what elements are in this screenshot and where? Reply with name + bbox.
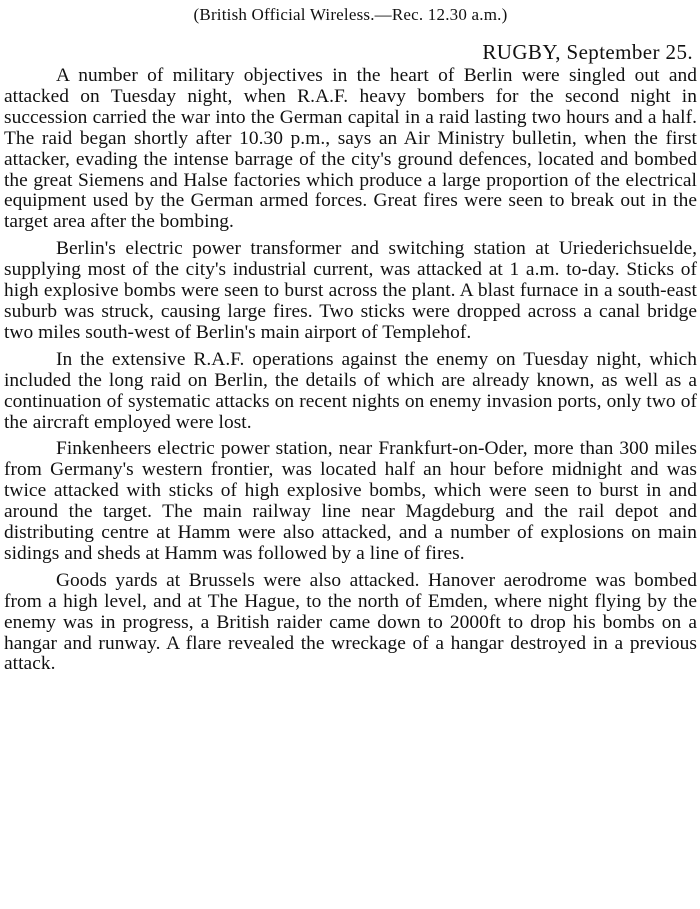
paragraph-berlin-raid: A number of military objectives in the heart of Berlin were singled out and attacked on Tuesday night, when R.A.F. heavy bombers for the second night in succession carried the war into the German capital in a raid lasting two hours and a half. The raid began shortly after 10.30 p.m., says an Air Ministry bulletin, when the first attacker, evading the intense barrage of the city's ground defences, located and bombed the great Siemens and Halse factories which produce a large proportion of the electrical equipment used by the German armed forces. Great fires were seen to break out in the target area after the bombing. [4,65,697,233]
news-article [4,0,697,909]
source-line: (British Official Wireless.—Rec. 12.30 a.m.) [193,5,508,24]
dateline: RUGBY, September 25. [482,40,693,64]
paragraph-operations-summary: In the extensive R.A.F. operations against the enemy on Tuesday night, which included the long raid on Berlin, the details of which are already known, as well as a continuation of systematic attacks on recent nights on enemy invasion ports, only two of the aircraft employed were lost. [4,348,697,433]
paragraph-power-station: Berlin's electric power transformer and switching station at Uriederichsuelde, supplying most of the city's industrial current, was attacked at 1 a.m. to-day. Sticks of high explosive bombs were seen to burst across the plant. A blast furnace in a south-east suburb was struck, causing large fires. Two sticks were dropped across a canal bridge two miles south-west of Berlin's main airport of Templehof. [4,238,697,343]
paragraph-goods-yards: Goods yards at Brussels were also attacked. Hanover aerodrome was bombed from a high level, and at The Hague, to the north of Emden, where night flying by the enemy was in progress, a British raider came down to 2000ft to drop his bombs on a hangar and runway. A flare revealed the wreckage of a hangar destroyed in a previous attack. [4,569,697,675]
paragraph-finkenheers: Finkenheers electric power station, near Frankfurt-on-Oder, more than 300 miles from Germany's western frontier, was located half an hour before midnight and was twice attacked with sticks of high explosive bombs, which were seen to burst in and around the target. The main railway line near Magdeburg and the rail depot and distributing centre at Hamm were also attacked, and a number of explosions on main sidings and sheds at Hamm was followed by a line of fires. [4,438,697,564]
article-body [4,66,697,675]
